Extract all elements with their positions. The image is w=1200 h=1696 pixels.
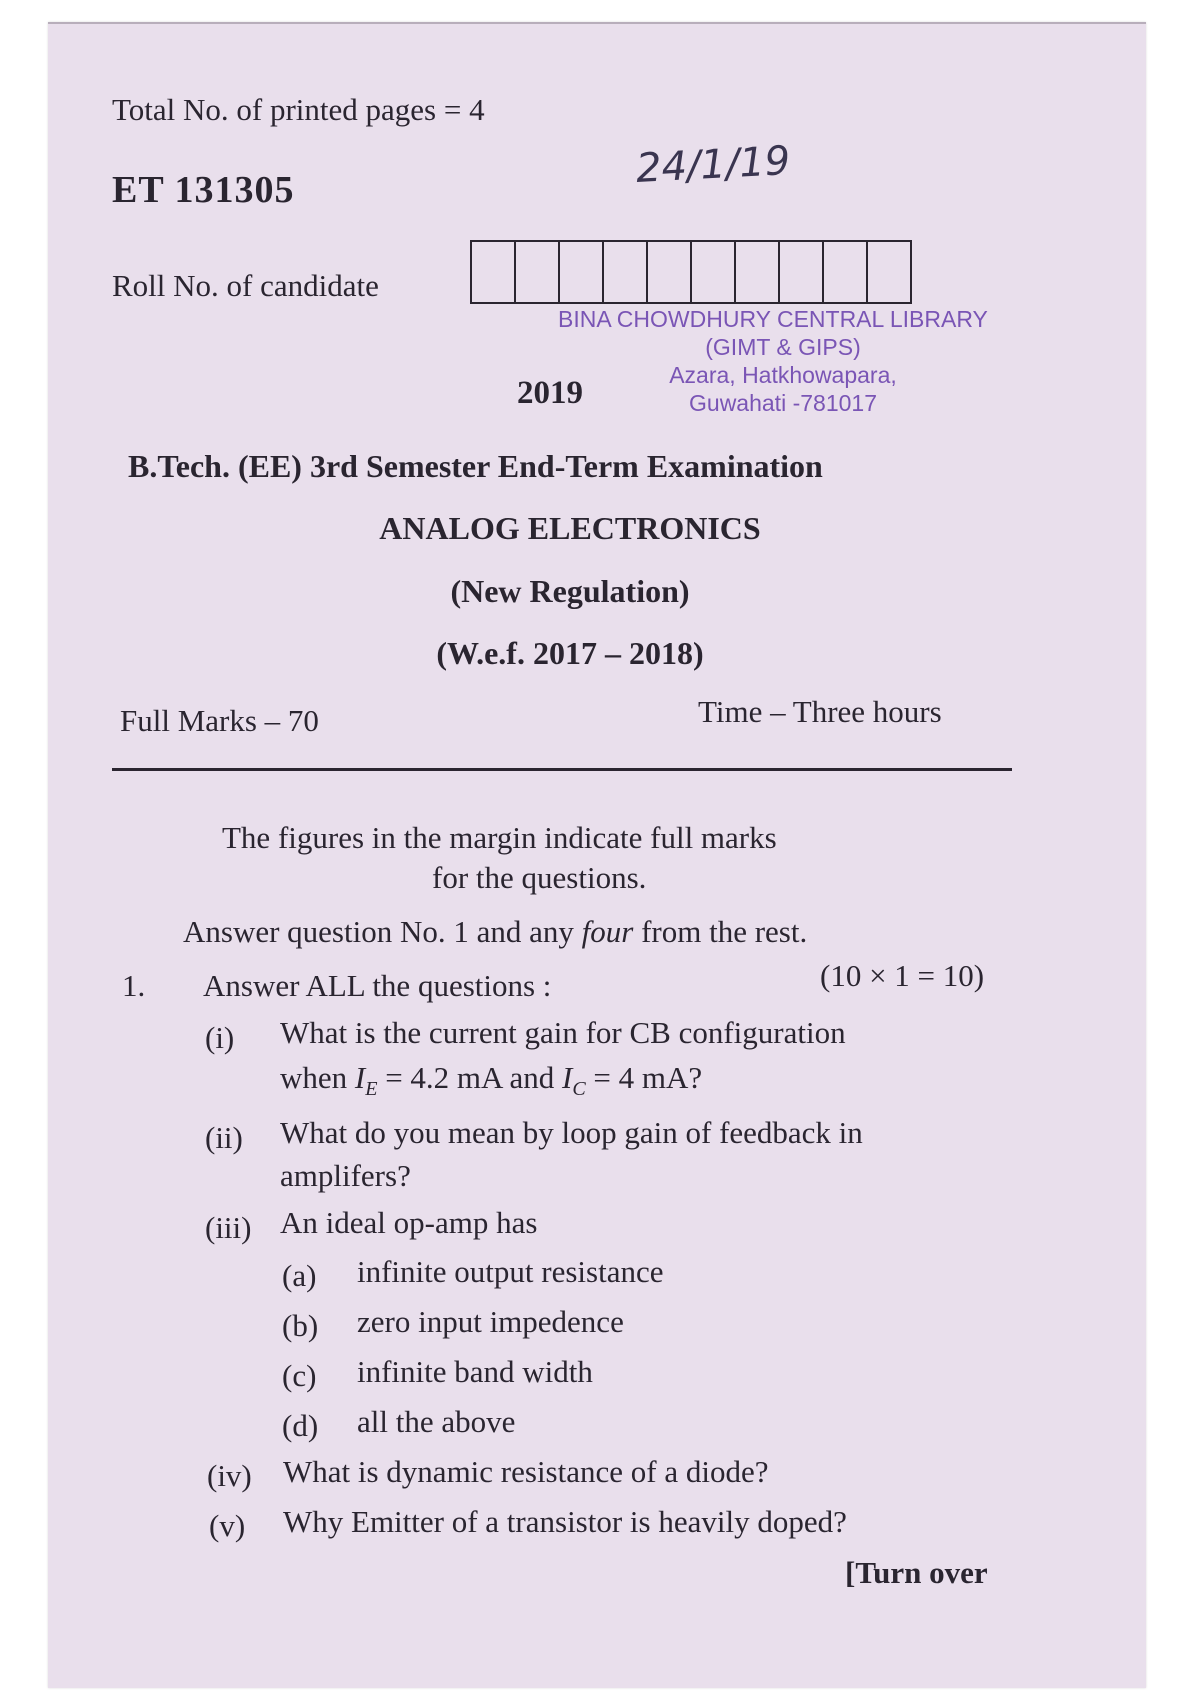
roll-number-boxes[interactable]: [470, 240, 912, 304]
divider-rule: [112, 768, 1012, 771]
subq-i-number: (i): [205, 1020, 235, 1055]
subq-ii-number: (ii): [205, 1120, 243, 1155]
roll-digit-box[interactable]: [736, 242, 780, 302]
turn-over: [Turn over: [845, 1555, 988, 1590]
subq-ii-line1: What do you mean by loop gain of feedback in: [280, 1115, 863, 1150]
exam-title: B.Tech. (EE) 3rd Semester End-Term Examination: [128, 448, 823, 484]
instruction-line-2: for the questions.: [432, 860, 647, 895]
sub-e: E: [365, 1078, 378, 1101]
exam-time: Time – Three hours: [698, 694, 942, 729]
instruction-line-1: The figures in the margin indicate full marks: [222, 820, 777, 855]
subq-ii-line2: amplifers?: [280, 1158, 411, 1193]
question-1-number: 1.: [122, 968, 146, 1003]
roll-digit-box[interactable]: [604, 242, 648, 302]
roll-digit-box[interactable]: [780, 242, 824, 302]
question-1-text: Answer ALL the questions :: [203, 968, 552, 1003]
subq-iv-line1: What is dynamic resistance of a diode?: [283, 1454, 769, 1489]
wef-years: (W.e.f. 2017 – 2018): [436, 635, 704, 671]
roll-digit-box[interactable]: [648, 242, 692, 302]
subq-i-post: = 4 mA?: [585, 1060, 703, 1095]
paper-code: ET 131305: [112, 169, 295, 211]
stamp-line-3: Azara, Hatkhowapara,: [669, 362, 897, 388]
stamp-line-2: (GIMT & GIPS): [705, 334, 861, 360]
question-1-marks: (10 × 1 = 10): [820, 958, 985, 993]
roll-digit-box[interactable]: [472, 242, 516, 302]
library-stamp: [548, 305, 1018, 417]
printed-pages: Total No. of printed pages = 4: [112, 92, 485, 127]
answer-instruction-emphasis: four: [581, 914, 634, 949]
subq-iii-number: (iii): [205, 1210, 252, 1245]
option-d-number: (d): [282, 1408, 319, 1443]
option-c-number: (c): [282, 1358, 317, 1393]
subq-v-number: (v): [209, 1508, 246, 1543]
option-d-text: all the above: [357, 1404, 516, 1439]
subq-iii-line1: An ideal op-amp has: [280, 1205, 538, 1240]
roll-digit-box[interactable]: [516, 242, 560, 302]
option-c-text: infinite band width: [357, 1354, 593, 1389]
sub-c: C: [572, 1078, 586, 1101]
roll-digit-box[interactable]: [824, 242, 868, 302]
roll-label: Roll No. of candidate: [112, 268, 379, 303]
var-ic: I: [562, 1060, 573, 1095]
answer-instruction-pre: Answer question No. 1 and any: [183, 914, 582, 949]
option-b-text: zero input impedence: [357, 1304, 624, 1339]
subq-i-mid: = 4.2 mA and: [377, 1060, 562, 1095]
subq-v-line1: Why Emitter of a transistor is heavily doped?: [283, 1504, 847, 1539]
roll-digit-box[interactable]: [868, 242, 912, 302]
subq-i-line1: What is the current gain for CB configuration: [280, 1015, 846, 1050]
answer-instruction: [183, 914, 807, 950]
handwritten-date: 24/1/19: [634, 137, 792, 193]
subject-title: ANALOG ELECTRONICS: [379, 510, 761, 546]
option-a-text: infinite output resistance: [357, 1254, 664, 1289]
answer-instruction-post: from the rest.: [633, 914, 808, 949]
sheet-top-edge: [48, 22, 1146, 24]
var-ie: I: [354, 1060, 366, 1095]
roll-digit-box[interactable]: [560, 242, 604, 302]
roll-digit-box[interactable]: [692, 242, 736, 302]
option-a-number: (a): [282, 1258, 317, 1293]
subq-i-pre: when: [280, 1060, 355, 1095]
regulation: (New Regulation): [450, 573, 690, 609]
subq-iv-number: (iv): [207, 1458, 252, 1493]
subq-i-line2: [280, 1060, 702, 1101]
stamp-line-1: BINA CHOWDHURY CENTRAL LIBRARY: [558, 306, 988, 332]
option-b-number: (b): [282, 1308, 319, 1343]
full-marks: Full Marks – 70: [120, 703, 319, 738]
exam-year: 2019: [517, 375, 583, 411]
stamp-line-4: Guwahati -781017: [689, 390, 877, 416]
